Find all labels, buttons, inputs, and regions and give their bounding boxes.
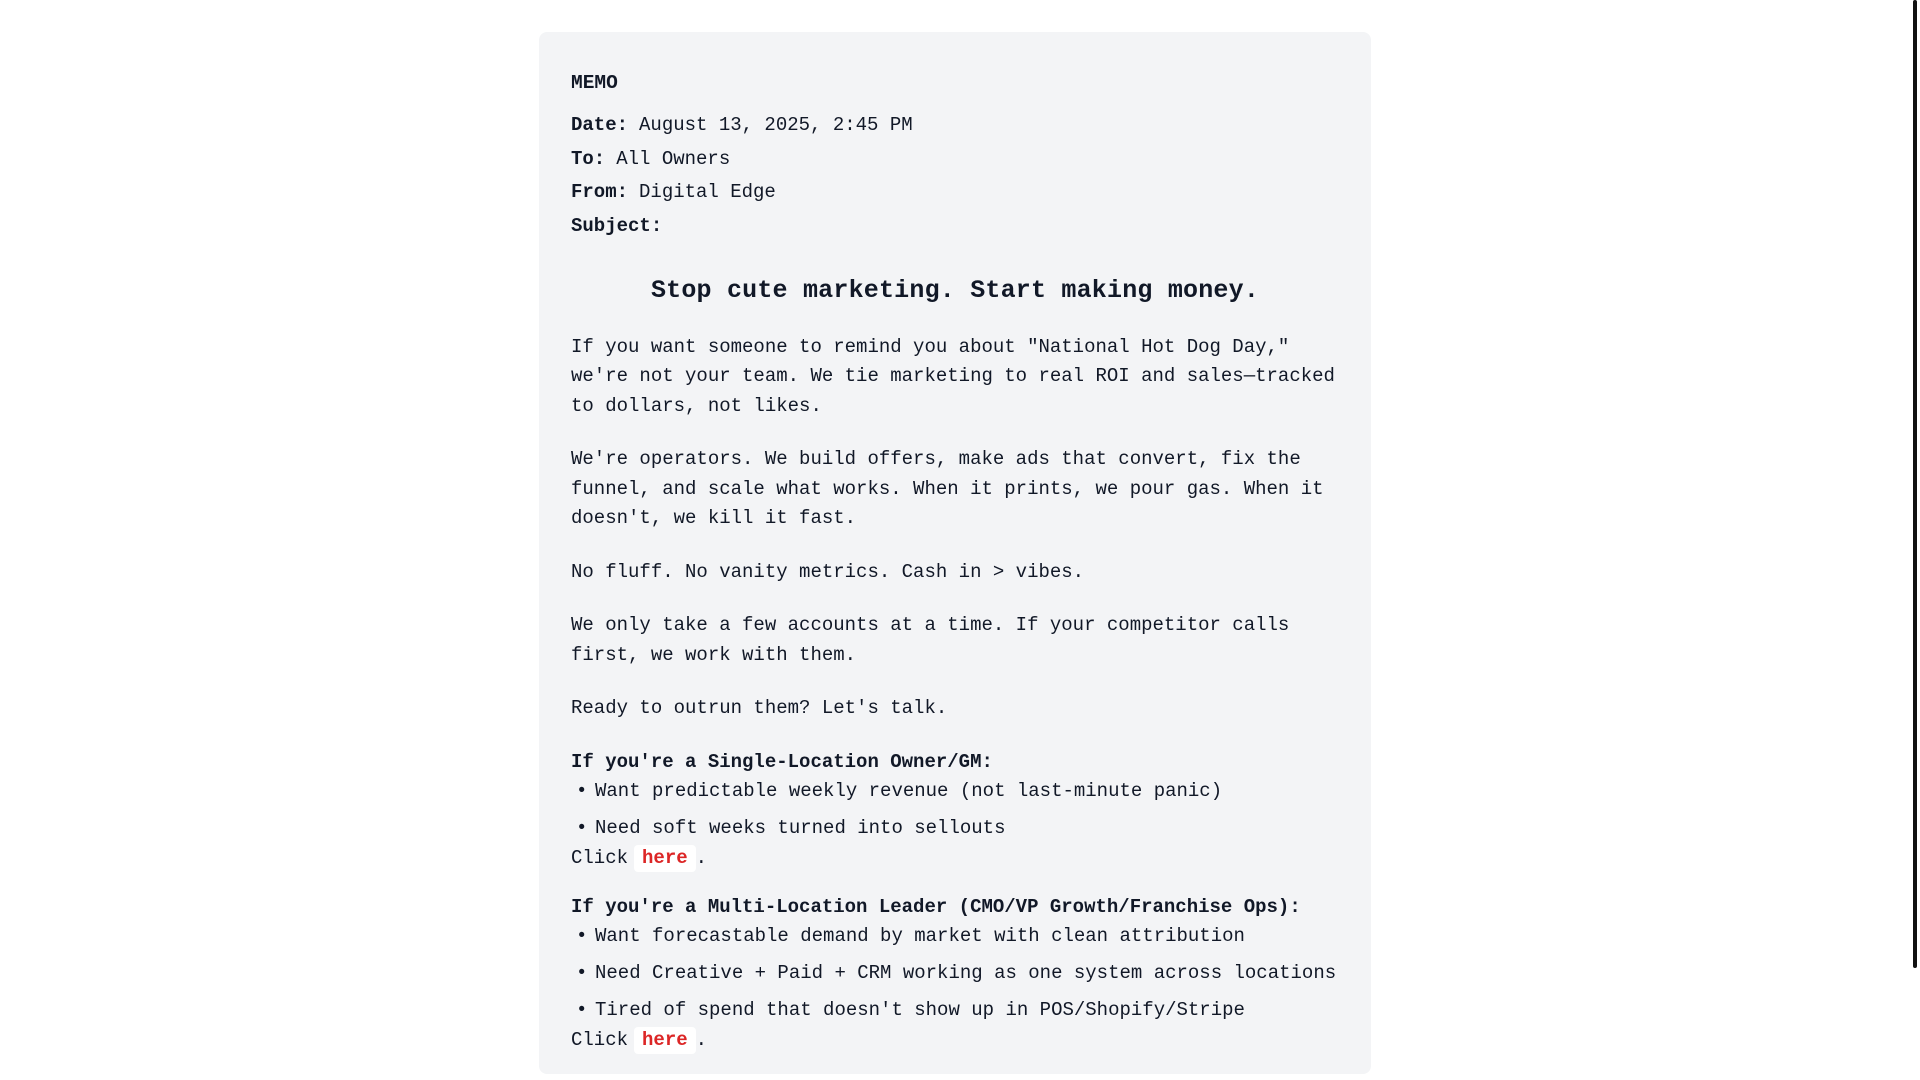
- list-item: [571, 922, 1339, 951]
- list-item-text: Want predictable weekly revenue (not last-minute panic): [595, 779, 1223, 802]
- body-paragraph: We only take a few accounts at a time. If your competitor calls first, we work with them.: [571, 614, 1290, 666]
- body-paragraph: Ready to outrun them? Let's talk.: [571, 697, 948, 719]
- memo-headline: Stop cute marketing. Start making money.: [650, 275, 1260, 305]
- bullet-icon: •: [576, 961, 588, 984]
- cta-line: [571, 844, 1339, 873]
- single-location-section: [571, 748, 1339, 873]
- bullet-list: [571, 922, 1339, 1025]
- from-label: From:: [571, 181, 629, 203]
- memo-date-row: [571, 111, 1339, 140]
- list-item: [571, 996, 1339, 1025]
- cta-suffix: .: [695, 1028, 708, 1051]
- list-item: [571, 959, 1339, 988]
- multi-location-section: [571, 893, 1339, 1055]
- memo-title: MEMO: [571, 72, 618, 94]
- section-heading: If you're a Single-Location Owner/GM:: [571, 750, 993, 773]
- from-value: Digital Edge: [639, 181, 776, 203]
- cta-prefix: Click: [571, 846, 629, 869]
- body-paragraph: We're operators. We build offers, make ads that convert, fix the funnel, and scale what works. When it prints, we pour gas. When it doesn't, we kill it fast.: [571, 448, 1324, 529]
- body-paragraph: No fluff. No vanity metrics. Cash in > vibes.: [571, 560, 1085, 583]
- memo-subject-row: [571, 212, 1339, 241]
- date-value: August 13, 2025, 2:45 PM: [639, 114, 913, 136]
- bullet-icon: •: [576, 779, 588, 802]
- section-heading: If you're a Multi-Location Leader (CMO/VP Growth/Franchise Ops):: [571, 895, 1301, 918]
- single-location-here-link[interactable]: here: [634, 845, 696, 872]
- list-item-text: Need soft weeks turned into sellouts: [595, 816, 1006, 839]
- list-item-text: Tired of spend that doesn't show up in POS/Shopify/Stripe: [595, 998, 1245, 1021]
- date-label: Date:: [571, 114, 629, 136]
- scrollbar-thumb[interactable]: [1913, 0, 1917, 968]
- bullet-list: [571, 777, 1339, 843]
- cta-suffix: .: [695, 846, 708, 869]
- cta-line: [571, 1026, 1339, 1055]
- bullet-icon: •: [576, 816, 588, 839]
- body-paragraph: If you want someone to remind you about "National Hot Dog Day," we're not your team. We tie marketing to real ROI and sales—tracked to dollars, not likes.: [571, 335, 1335, 417]
- list-item: [571, 777, 1339, 806]
- list-item-text: Need Creative + Paid + CRM working as one system across locations: [595, 961, 1337, 984]
- list-item: [571, 814, 1339, 843]
- memo-from-row: [571, 178, 1339, 207]
- to-label: To:: [571, 147, 606, 170]
- multi-location-here-link[interactable]: here: [634, 1027, 696, 1054]
- bullet-icon: •: [576, 924, 588, 947]
- cta-prefix: Click: [571, 1028, 629, 1051]
- memo-card: [539, 32, 1371, 1074]
- list-item-text: Want forecastable demand by market with clean attribution: [595, 924, 1245, 947]
- page-scrollbar[interactable]: [1910, 0, 1920, 1080]
- memo-to-row: [571, 145, 1339, 174]
- to-value: All Owners: [616, 147, 731, 170]
- subject-label: Subject:: [571, 214, 663, 237]
- bullet-icon: •: [576, 998, 588, 1021]
